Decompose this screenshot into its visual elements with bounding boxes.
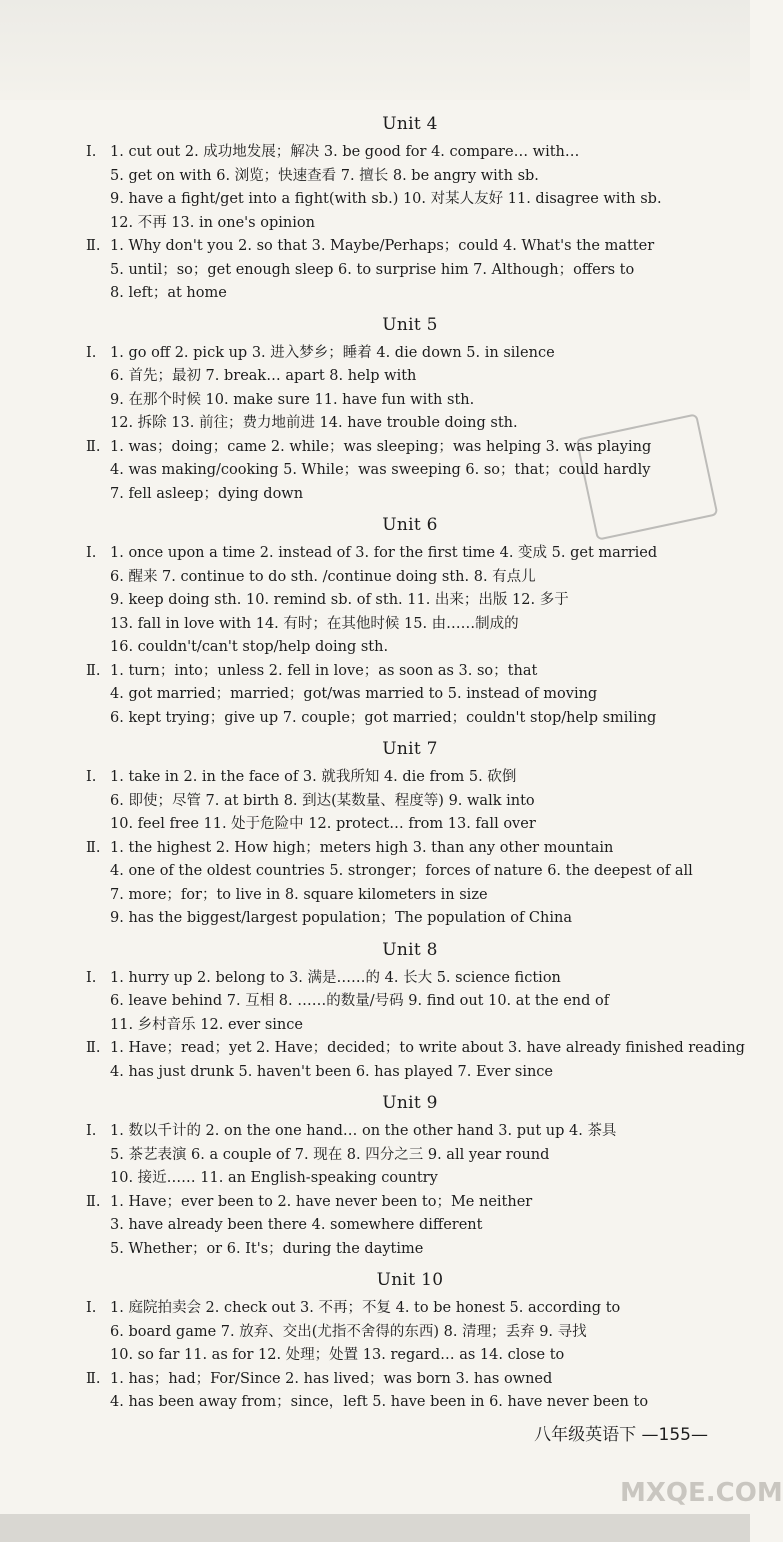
section-label: Ⅱ. [86, 662, 101, 679]
answer-line [110, 884, 710, 908]
answer-text: 16. couldn't/can't stop/help doing sth. [110, 639, 389, 655]
answer-line [110, 483, 710, 507]
answer-line [110, 459, 710, 483]
answer-text: 4. was making/cooking 5. While；was sweeping 6. so；that；could hardly [110, 462, 651, 478]
answer-text: 1. go off 2. pick up 3. 进入梦乡；睡着 4. die down 5. in silence [110, 344, 555, 361]
section-label: Ⅰ. [86, 969, 97, 986]
answer-text: 4. has been away from；since，left 5. have been in 6. have never been to [110, 1394, 649, 1410]
answer-text: 9. 在那个时候 10. make sure 11. have fun with sth. [110, 391, 475, 408]
answer-text: 4. got married；married；got/was married to 5. instead of moving [110, 686, 598, 702]
unit-title: Unit 7 [382, 739, 438, 759]
bottom-bar [0, 1514, 750, 1542]
unit-title: Unit 8 [382, 939, 438, 960]
answer-line [110, 907, 710, 931]
answer-line [110, 790, 710, 814]
section-label: Ⅰ. [86, 144, 97, 160]
answer-line [110, 188, 710, 212]
answer-line [86, 235, 710, 259]
answer-line [86, 1191, 710, 1215]
section-label: Ⅱ. [86, 238, 101, 254]
section-label: Ⅱ. [86, 438, 101, 455]
answer-line [110, 636, 710, 660]
answer-text: 1. turn；into；unless 2. fell in love；as soon as 3. so；that [110, 662, 538, 679]
answer-text: 13. fall in love with 14. 有时；在其他时候 15. 由……制成的 [110, 615, 519, 632]
answer-line [110, 212, 710, 236]
answer-line [110, 1167, 710, 1191]
answer-line [110, 1344, 710, 1368]
answer-line [110, 1144, 710, 1168]
answer-line [110, 613, 710, 637]
answer-line [86, 837, 710, 861]
section-label: Ⅰ. [86, 1123, 97, 1139]
answer-text: 1. Why don't you 2. so that 3. Maybe/Perhaps；could 4. What's the matter [110, 238, 655, 254]
answer-line [110, 259, 710, 283]
answer-text: 6. kept trying；give up 7. couple；got married；couldn't stop/help smiling [110, 709, 657, 726]
answer-line [86, 1120, 710, 1144]
answer-text: 12. 不再 13. in one's opinion [110, 214, 315, 231]
answer-line [110, 389, 710, 413]
answer-text: 10. so far 11. as for 12. 处理；处置 13. regard… as 14. close to [110, 1347, 565, 1363]
answer-text: 10. 接近…… 11. an English-speaking country [110, 1170, 438, 1186]
answer-text: 5. get on with 6. 浏览；快速查看 7. 擅长 8. be angry with sb. [110, 167, 539, 184]
answer-text: 6. leave behind 7. 互相 8. ……的数量/号码 9. find out 10. at the end of [110, 993, 610, 1009]
section-label: Ⅱ. [86, 1040, 101, 1056]
answer-line [110, 813, 710, 837]
answer-line [110, 860, 710, 884]
answer-line [86, 1037, 745, 1061]
answer-line [110, 365, 710, 389]
answer-text: 9. have a fight/get into a fight(with sb.) 10. 对某人友好 11. disagree with sb. [110, 191, 662, 207]
answer-line [86, 141, 710, 165]
answer-line [110, 412, 710, 436]
answer-line [110, 683, 710, 707]
section-label: Ⅰ. [86, 1300, 97, 1316]
answer-line [110, 1061, 710, 1085]
answer-text: 4. one of the oldest countries 5. stronger；forces of nature 6. the deepest of all [110, 863, 693, 879]
answer-text: 10. feel free 11. 处于危险中 12. protect… from 13. fall over [110, 816, 536, 832]
answer-text: 1. 庭院拍卖会 2. check out 3. 不再；不复 4. to be honest 5. according to [110, 1300, 621, 1316]
answer-text: 12. 拆除 13. 前往；费力地前进 14. have trouble doing sth. [110, 415, 518, 431]
answer-text: 5. 茶艺表演 6. a couple of 7. 现在 8. 四分之三 9. all year round [110, 1146, 550, 1163]
answer-text: 1. Have；ever been to 2. have never been to；Me neither [110, 1193, 533, 1210]
section-label: Ⅰ. [86, 545, 97, 561]
answer-text: 1. cut out 2. 成功地发展；解决 3. be good for 4. compare… with… [110, 144, 580, 160]
section-label: Ⅱ. [86, 839, 101, 856]
answer-line [86, 342, 710, 366]
answer-text: 1. was；doing；came 2. while；was sleeping；was helping 3. was playing [110, 438, 652, 455]
answer-text: 5. until；so；get enough sleep 6. to surprise him 7. Although；offers to [110, 261, 635, 278]
answer-text: 11. 乡村音乐 12. ever since [110, 1016, 303, 1033]
answer-line [110, 1214, 710, 1238]
answer-text: 9. keep doing sth. 10. remind sb. of sth. 11. 出来；出版 12. 多于 [110, 592, 569, 608]
answer-line [86, 660, 710, 684]
answer-line [110, 1391, 710, 1415]
unit-title: Unit 4 [382, 114, 438, 134]
answer-line [110, 1238, 710, 1262]
answer-text: 6. 醒来 7. continue to do sth. /continue doing sth. 8. 有点儿 [110, 568, 536, 585]
answer-text: 9. has the biggest/largest population；The population of China [110, 910, 572, 926]
answer-line [86, 967, 710, 991]
section-label: Ⅰ. [86, 344, 97, 361]
answer-line [110, 1321, 710, 1345]
answer-line [110, 282, 710, 306]
watermark: MXQE.COM [620, 1478, 783, 1508]
answer-line [86, 1297, 710, 1321]
unit-title: Unit 5 [382, 314, 438, 335]
unit-title: Unit 10 [376, 1270, 444, 1290]
answer-text: 1. the highest 2. How high；meters high 3. than any other mountain [110, 839, 614, 856]
answer-line [110, 566, 710, 590]
answer-text: 1. once upon a time 2. instead of 3. for the first time 4. 变成 5. get married [110, 545, 658, 561]
answer-text: 1. Have；read；yet 2. Have；decided；to write about 3. have already finished reading [110, 1040, 745, 1056]
unit-title: Unit 6 [382, 515, 438, 535]
answer-text: 4. has just drunk 5. haven't been 6. has played 7. Ever since [110, 1063, 553, 1080]
answer-line [86, 436, 710, 460]
answer-text: 1. has；had；For/Since 2. has lived；was born 3. has owned [110, 1370, 553, 1387]
answer-line [86, 542, 710, 566]
answer-text: 6. 即使；尽管 7. at birth 8. 到达(某数量、程度等) 9. walk into [110, 792, 535, 809]
answer-text: 7. fell asleep；dying down [110, 485, 304, 502]
answer-text: 8. left；at home [110, 285, 227, 301]
answer-text: 1. hurry up 2. belong to 3. 满是……的 4. 长大 5. science fiction [110, 969, 561, 986]
unit-title: Unit 9 [382, 1093, 438, 1113]
answer-text: 7. more；for；to live in 8. square kilometers in size [110, 886, 488, 903]
answer-text: 6. board game 7. 放弃、交出(尤指不舍得的东西) 8. 清理；丢弃 9. 寻找 [110, 1323, 587, 1340]
answer-text: 3. have already been there 4. somewhere different [110, 1217, 483, 1233]
answer-line [110, 707, 710, 731]
section-label: Ⅰ. [86, 769, 97, 785]
answer-line [110, 165, 710, 189]
top-band [0, 0, 750, 100]
answer-line [110, 990, 710, 1014]
answer-line [86, 1368, 710, 1392]
answer-text: 6. 首先；最初 7. break… apart 8. help with [110, 368, 417, 384]
answer-line [110, 1014, 710, 1038]
answer-line [86, 766, 710, 790]
page-footer: 八年级英语下 —155— [534, 1425, 708, 1445]
answer-line [110, 589, 710, 613]
answer-key-content [86, 105, 745, 1415]
section-label: Ⅱ. [86, 1370, 101, 1387]
section-label: Ⅱ. [86, 1193, 101, 1210]
answer-text: 5. Whether；or 6. It's；during the daytime [110, 1240, 424, 1257]
answer-text: 1. take in 2. in the face of 3. 就我所知 4. die from 5. 砍倒 [110, 769, 517, 785]
answer-text: 1. 数以千计的 2. on the one hand… on the other hand 3. put up 4. 茶具 [110, 1123, 617, 1139]
